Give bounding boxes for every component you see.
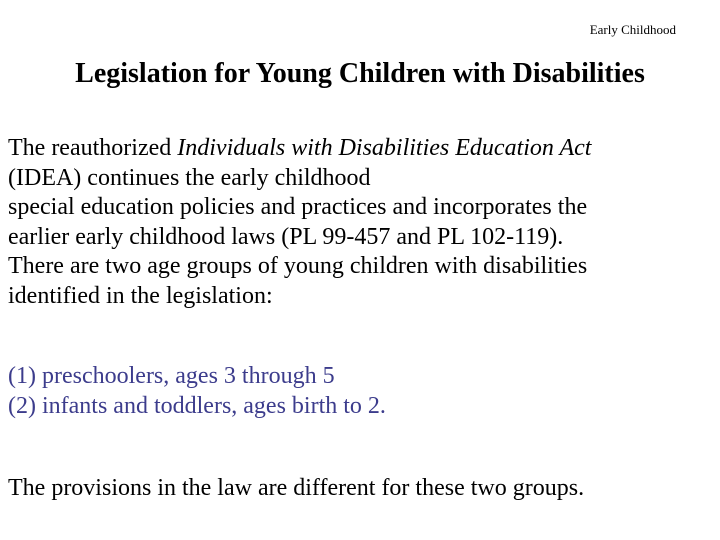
intro-line-4: earlier early childhood laws (PL 99-457 and PL 102-119). <box>8 223 564 250</box>
intro-line-1 <box>8 134 591 164</box>
closing-paragraph <box>8 474 584 504</box>
intro-line-6: identified in the legislation: <box>8 282 273 309</box>
course-label: Early Childhood <box>589 22 676 37</box>
slide-header <box>590 22 676 38</box>
act-name: Individuals with Disabilities Education Act <box>177 135 592 161</box>
age-group-item: (2) infants and toddlers, ages birth to 2. <box>8 392 386 419</box>
intro-line-3: special education policies and practices and incorporates the <box>8 194 588 220</box>
intro-line-2: (IDEA) continues the early childhood <box>8 164 371 191</box>
age-group-item: (1) preschoolers, ages 3 through 5 <box>8 363 335 389</box>
intro-paragraph <box>8 134 591 311</box>
slide-title: Legislation for Young Children with Disabilities <box>75 58 645 89</box>
intro-line-5: There are two age groups of young children with disabilities <box>8 253 588 279</box>
age-group-list <box>8 362 386 421</box>
intro-line-1-text: The reauthorized <box>8 135 178 161</box>
closing-line: The provisions in the law are different for these two groups. <box>8 475 585 501</box>
